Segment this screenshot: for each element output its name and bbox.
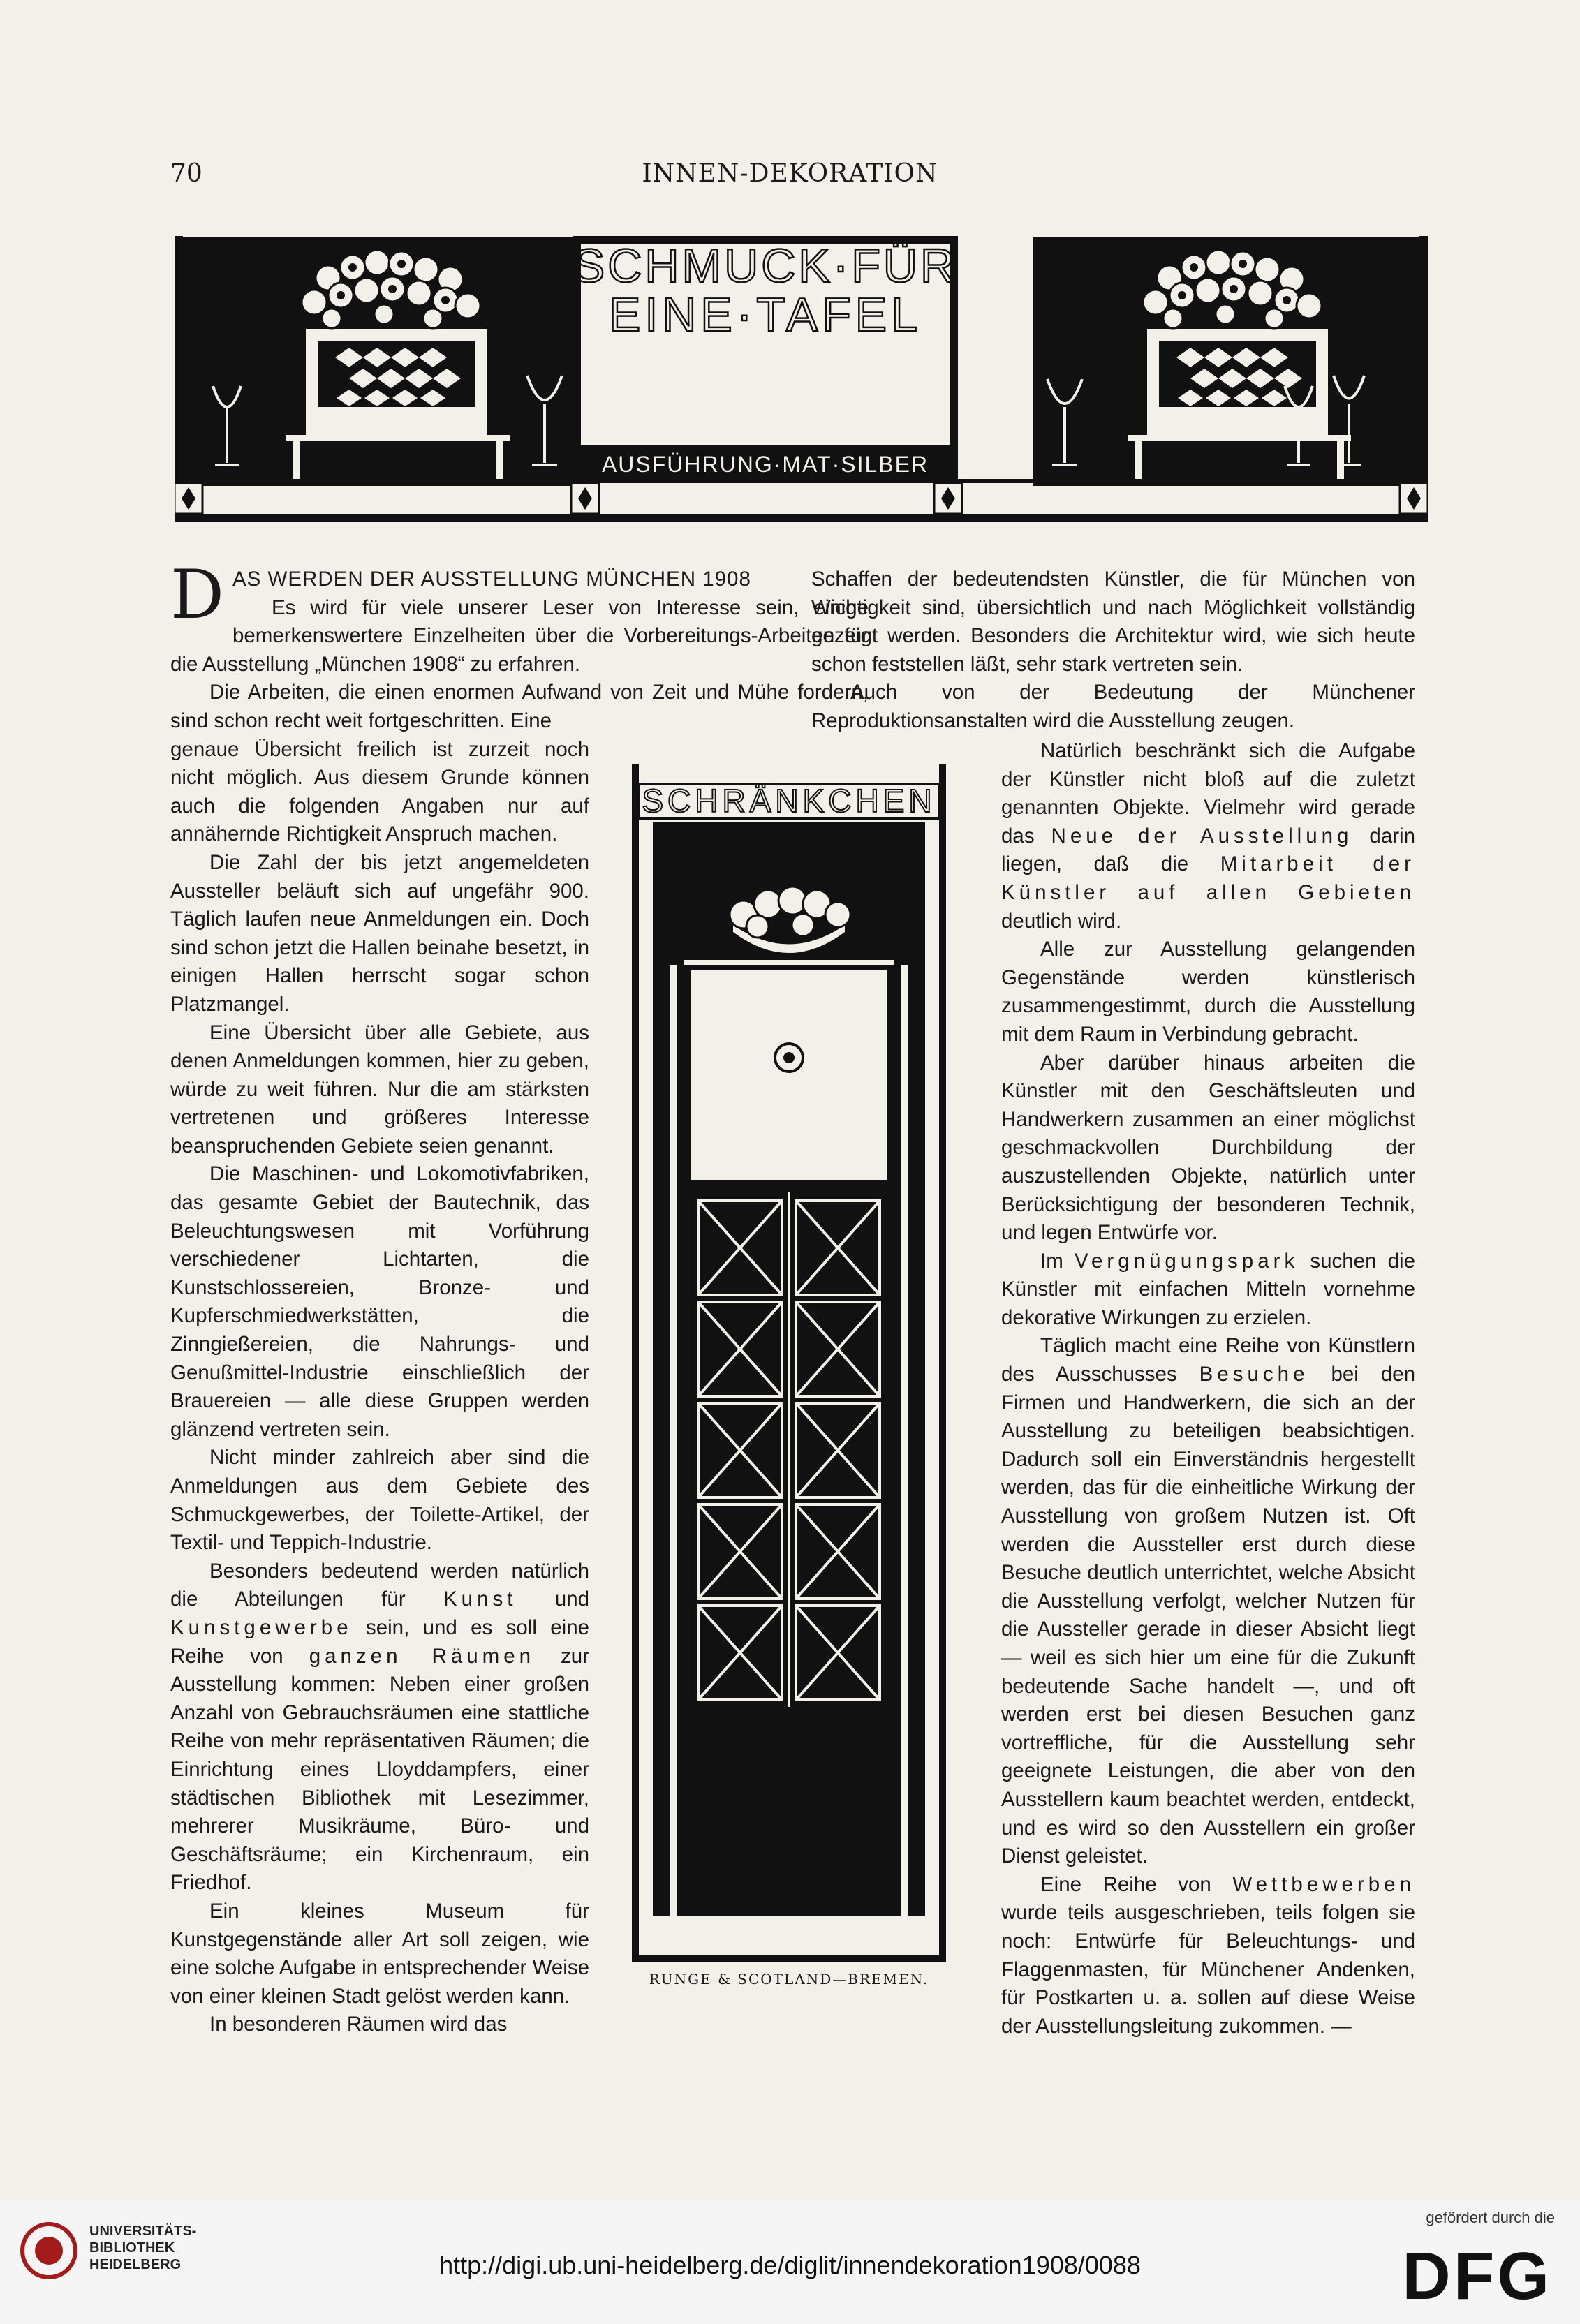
- banner-title-line2: EINE·TAFEL: [609, 288, 922, 341]
- figure-title: SCHRÄNKCHEN: [642, 783, 936, 819]
- page-number: 70: [170, 159, 202, 188]
- paragraph: Natürlich beschränkt sich die Aufgabe der Künstler nicht bloß auf die zuletzt genannten Objekte. Vielmehr wird gerade das Neue der Ausstellung darin liegen, daß die Mitarbeit der Künstler auf allen Gebieten deutlich wird.: [1001, 739, 1416, 933]
- paragraph: Nicht minder zahlreich aber sind die Anmeldungen aus dem Gebiete des Schmuckgewerbes, der Toilette-Artikel, der Textil- und Teppich-Industrie.: [170, 1446, 589, 1555]
- paragraph: Die Maschinen- und Lokomotivfabriken, das gesamte Gebiet der Bautechnik, das Beleuchtungswesen mit Vorführung verschiedener Lichtarten, die Kunstschlossereien, Bronze- und Kupferschmiedwerkstätten, die Zinngießereien, die Nahrungs- und Genußmittel-Industrie einschließlich der Brauereien — alle diese Gruppen werden glänzend vertreten sein.: [170, 1162, 589, 1441]
- paragraph: In besonderen Räumen wird das: [209, 2013, 508, 2036]
- paragraph: Ein kleines Museum für Kunstgegenstände aller Art soll zeigen, wie eine solche Aufgabe in entsprechender Weise von einer kleinen Stadt gelöst werden kann.: [170, 1899, 589, 2008]
- paragraph: Aber darüber hinaus arbeiten die Künstler mit den Geschäftsleuten und Handwerkern zusammen an einer möglichst geschmackvollen Durchbildung der auszustellenden Objekte, natürlich unter Berücksichtigung der besonderen Technik, und legen Entwürfe vor.: [1001, 1051, 1415, 1245]
- cabinet-illustration: [632, 764, 946, 1965]
- article-right-column: [1001, 737, 1415, 2041]
- library-name: UNIVERSITÄTS- BIBLIOTHEK HEIDELBERG: [89, 2223, 197, 2272]
- running-title: INNEN-DEKORATION: [642, 159, 938, 188]
- paragraph: Es wird für viele unserer Leser von Interesse sein, einige bemerkenswertere Einzelheiten über die Vorbereitungs-Arbeiten für die Ausstellung „München 1908“ zu erfahren.: [170, 595, 869, 676]
- banner-subtitle: AUSFÜHRUNG·MAT·SILBER: [601, 452, 929, 477]
- paragraph: Eine Reihe von Wettbewerben wurde teils ausgeschrieben, teils folgen sie noch: Entwürfe für Beleuchtungs- und Flaggenmasten, für Münchener Andenken, für Postkarten u. a. sollen auf diese Weise der Ausstellungsleitung zukommen. —: [1001, 1872, 1415, 2038]
- paragraph: Schaffen der bedeutendsten Künstler, die für München von Wichtigkeit sind, übersichtlich und nach Möglichkeit vollständig gezeigt werden. Besonders die Architektur wird, wie sich heute schon feststellen läßt, sehr stark vertreten sein.: [811, 568, 1415, 676]
- heading-text: AS WERDEN DER AUSSTELLUNG MÜNCHEN 1908: [232, 568, 751, 591]
- article-right-column-top: [811, 565, 1415, 736]
- paragraph: Im Vergnügungspark suchen die Künstler mit einfachen Mitteln vornehme dekorative Wirkungen zu erzielen.: [1001, 1249, 1415, 1329]
- banner-illustration: [175, 236, 1428, 522]
- banner-title-line1: SCHMUCK·FÜR: [573, 239, 958, 293]
- paragraph: Täglich macht eine Reihe von Künstlern des Ausschusses Besuche bei den Firmen und Handwerkern, die sich an der Ausstellung zu beteiligen beabsichtigen. Dadurch soll ein Einverständnis hergestellt werden, das für die einheitliche Wirkung der Ausstellung von großem Nutzen ist. Oft werden die Aussteller erst durch diese Besuche deutlich unterrichtet, welche Absicht die Ausstellung verfolgt, welcher Nutzen für die Aussteller gerade in dieser Absicht liegt — weil es sich hier um eine für die Zukunft bedeutende Sache handelt —, und oft werden erst bei diesen Besuchen ganz vortreffliche, für die Ausstellung sehr geeignete Leistungen, die aber von den Ausstellern kaum beachtet werden, entdeckt, und es wird so den Ausstellern ein großer Dienst geleistet.: [1001, 1334, 1415, 1868]
- source-url-link[interactable]: http://digi.ub.uni-heidelberg.de/diglit/innendekoration1908/0088: [439, 2251, 1141, 2279]
- paragraph: Die Arbeiten, die einen enormen Aufwand von Zeit und Mühe fordern, sind schon recht weit fortgeschritten. Eine: [170, 681, 869, 732]
- paragraph: Besonders bedeutend werden natürlich die Abteilungen für Kunst und Kunstgewerbe sein, und es soll eine Reihe von ganzen Räumen zur Ausstellung kommen: Neben einer großen Anzahl von Gebrauchsräumen eine stattliche Reihe von mehr repräsentativen Räumen; die Einrichtung eines Lloyddampfers, einer städtischen Bibliothek mit Lesezimmer, mehrerer Musikräume, Büro- und Geschäftsräume; ein Kirchenraum, ein Friedhof.: [170, 1559, 590, 1895]
- paragraph: Eine Übersicht über alle Gebiete, aus denen Anmeldungen kommen, hier zu geben, würde zu weit führen. Nur die am stärksten vertretenen und größeres Interesse beanspruchenden Gebiete seien genannt.: [170, 1021, 589, 1157]
- article-heading: [170, 556, 869, 634]
- dfg-logo: DFG: [1402, 2239, 1552, 2314]
- figure-caption: RUNGE & SCOTLAND—BREMEN.: [649, 1971, 929, 1988]
- footer-bar: [0, 2199, 1580, 2324]
- paragraph: Auch von der Bedeutung der Münchener Reproduktionsanstalten wird die Ausstellung zeugen.: [811, 681, 1415, 732]
- sponsor-label: gefördert durch die: [1426, 2209, 1555, 2226]
- paragraph: Die Zahl der bis jetzt angemeldeten Aussteller beläuft sich auf ungefähr 900. Täglich laufen neue Anmeldungen ein. Doch sind schon jetzt die Hallen beinahe besetzt, in einigen Hallen herrscht sogar schon Platzmangel.: [170, 850, 589, 1016]
- paragraph: Alle zur Ausstellung gelangenden Gegenstände werden künstlerisch zusammengestimmt, durch die Ausstellung mit dem Raum in Verbindung gebracht.: [1001, 938, 1415, 1046]
- paragraph: genaue Übersicht freilich ist zurzeit noch nicht möglich. Aus diesem Grunde können auch die folgenden Angaben nur auf annähernde Richtigkeit Anspruch machen.: [170, 737, 589, 846]
- drop-cap: D: [170, 556, 224, 634]
